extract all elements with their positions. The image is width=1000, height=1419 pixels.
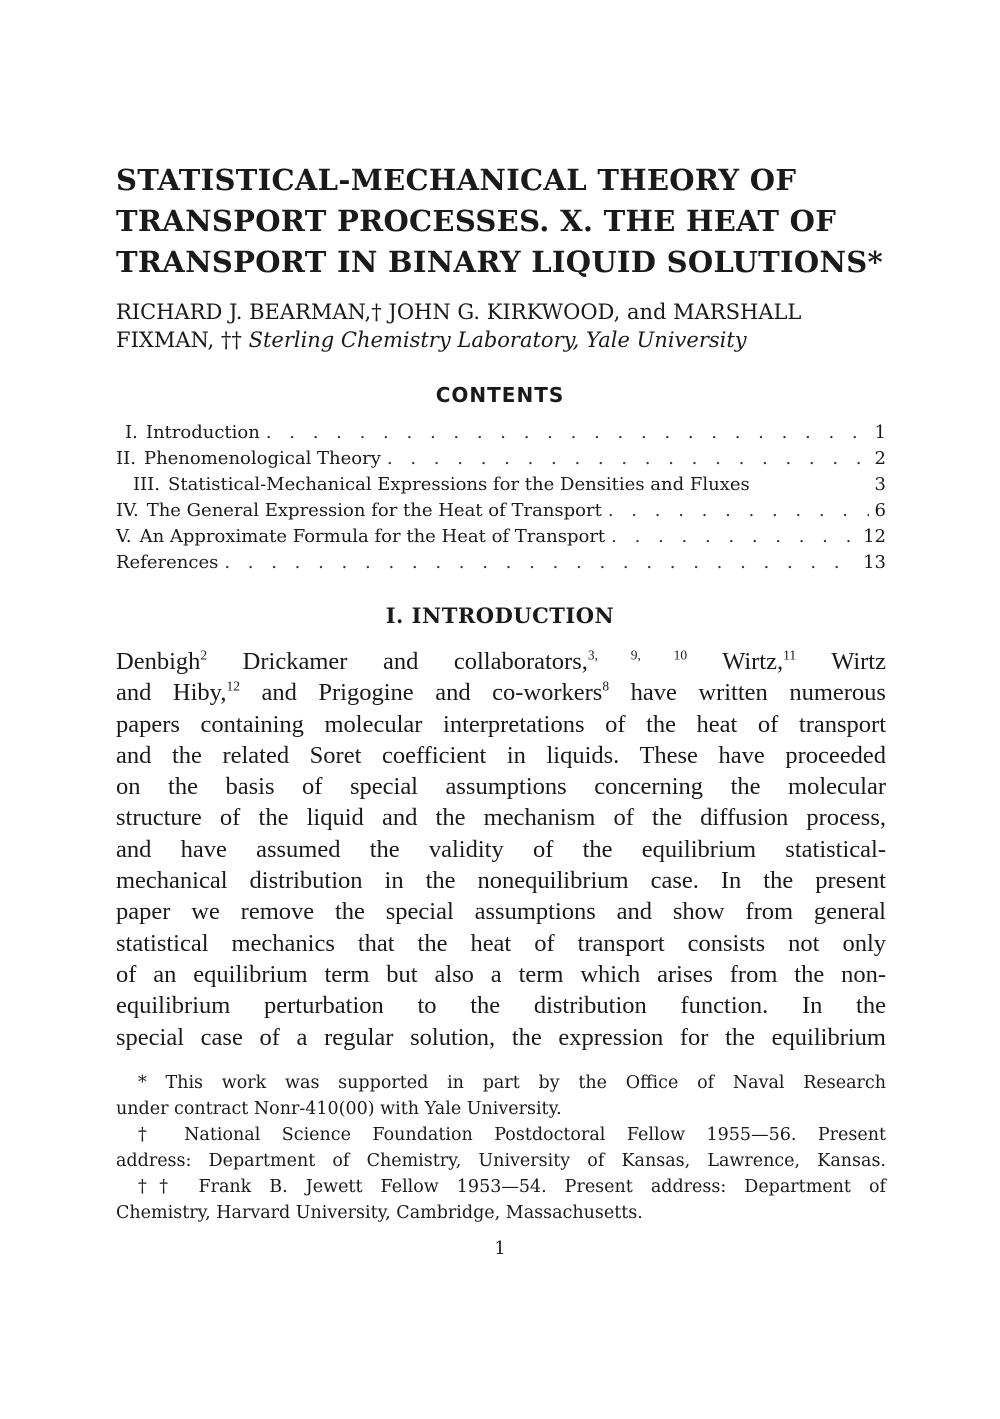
toc-number: II. (116, 448, 136, 469)
paper-title (116, 160, 886, 283)
toc-leader (611, 524, 857, 550)
contents-heading: CONTENTS (435, 383, 565, 407)
citation: 11 (783, 647, 797, 663)
toc-title: References (116, 552, 219, 573)
footnote-line: Chemistry, Harvard University, Cambridge, Massachusetts. (116, 1203, 643, 1223)
toc-page: 12 (863, 526, 886, 547)
toc-title: Introduction (145, 422, 260, 443)
text-run: Drickamer and collaborators, (242, 648, 588, 675)
toc-page: 3 (874, 474, 886, 495)
toc-entry (116, 446, 886, 472)
toc-title: The General Expression for the Heat of Transport (146, 500, 602, 521)
text-line: and have assumed the validity of the equilibrium statistical- (116, 835, 886, 863)
text-line: on the basis of special assumptions concerning the molecular (116, 773, 886, 801)
toc-number: III. (132, 474, 160, 495)
toc-leader (224, 550, 857, 576)
title-line: STATISTICAL-MECHANICAL THEORY OF (116, 163, 797, 197)
citation: 3, 9, 10 (587, 647, 688, 663)
text-run: and Prigogine and co-workers (261, 679, 603, 707)
body-paragraph (116, 646, 886, 1053)
text-run: Wirtz, (722, 648, 784, 675)
footnote-line: † National Science Foundation Postdoctoral Fellow 1955—56. Present (138, 1125, 886, 1145)
toc-page: 1 (874, 422, 886, 443)
text-line: papers containing molecular interpretations of the heat of transport (116, 710, 886, 738)
text-line: and the related Soret coefficient in liquids. These have proceeded (116, 741, 886, 769)
toc-entry (116, 524, 886, 550)
toc-page: 13 (863, 552, 886, 573)
footnotes (116, 1070, 886, 1226)
text-run: Wirtz (831, 648, 886, 675)
text-run: have written numerous (630, 679, 886, 707)
affiliation: Sterling Chemistry Laboratory, Yale University (248, 328, 747, 352)
toc-page: 2 (874, 448, 886, 469)
title-line: TRANSPORT IN BINARY LIQUID SOLUTIONS* (116, 245, 883, 279)
toc-leader (266, 420, 865, 446)
toc-title: Phenomenological Theory (143, 448, 381, 469)
citation: 12 (226, 678, 240, 694)
toc-entry (116, 498, 886, 524)
table-of-contents (116, 420, 886, 576)
toc-number: IV. (116, 500, 139, 521)
toc-page: 6 (874, 500, 886, 521)
citation: 2 (200, 647, 208, 663)
text-run: and Hiby, (116, 679, 227, 707)
author-line: RICHARD J. BEARMAN,† JOHN G. KIRKWOOD, and MARSHALL (116, 300, 802, 324)
toc-leader (387, 446, 868, 472)
toc-title: An Approximate Formula for the Heat of Transport (139, 526, 606, 547)
footnote-line: under contract Nonr-410(00) with Yale University. (116, 1099, 562, 1119)
author-name: FIXMAN, †† (116, 328, 242, 352)
toc-leader (608, 498, 869, 524)
text-line: mechanical distribution in the nonequilibrium case. In the present (116, 867, 886, 895)
text-run: Denbigh (116, 648, 201, 675)
toc-title: Statistical-Mechanical Expressions for the Densities and Fluxes (168, 474, 750, 495)
author-block (116, 298, 886, 354)
text-line: paper we remove the special assumptions and show from general (116, 898, 886, 926)
footnote-line: †† Frank B. Jewett Fellow 1953—54. Present address: Department of (138, 1177, 886, 1197)
footnote-line: address: Department of Chemistry, University of Kansas, Lawrence, Kansas. (116, 1151, 886, 1171)
toc-number: V. (116, 526, 132, 547)
text-line (116, 677, 886, 708)
toc-entry (116, 550, 886, 576)
text-line: structure of the liquid and the mechanism of the diffusion process, (116, 804, 886, 832)
citation: 8 (602, 678, 610, 694)
text-line (116, 646, 886, 677)
toc-entry (116, 420, 886, 446)
text-line: special case of a regular solution, the expression for the equilibrium (116, 1023, 886, 1051)
text-line: equilibrium perturbation to the distribution function. In the (116, 992, 886, 1020)
page-number: 1 (494, 1238, 506, 1259)
text-line: of an equilibrium term but also a term which arises from the non- (116, 960, 886, 988)
footnote-line: * This work was supported in part by the Office of Naval Research (138, 1073, 886, 1093)
author-line (116, 326, 886, 354)
text-line: statistical mechanics that the heat of transport consists not only (116, 929, 886, 957)
title-line: TRANSPORT PROCESSES. X. THE HEAT OF (116, 204, 837, 238)
toc-entry (116, 472, 886, 498)
section-heading: I. INTRODUCTION (385, 603, 615, 628)
toc-number: I. (125, 422, 138, 443)
